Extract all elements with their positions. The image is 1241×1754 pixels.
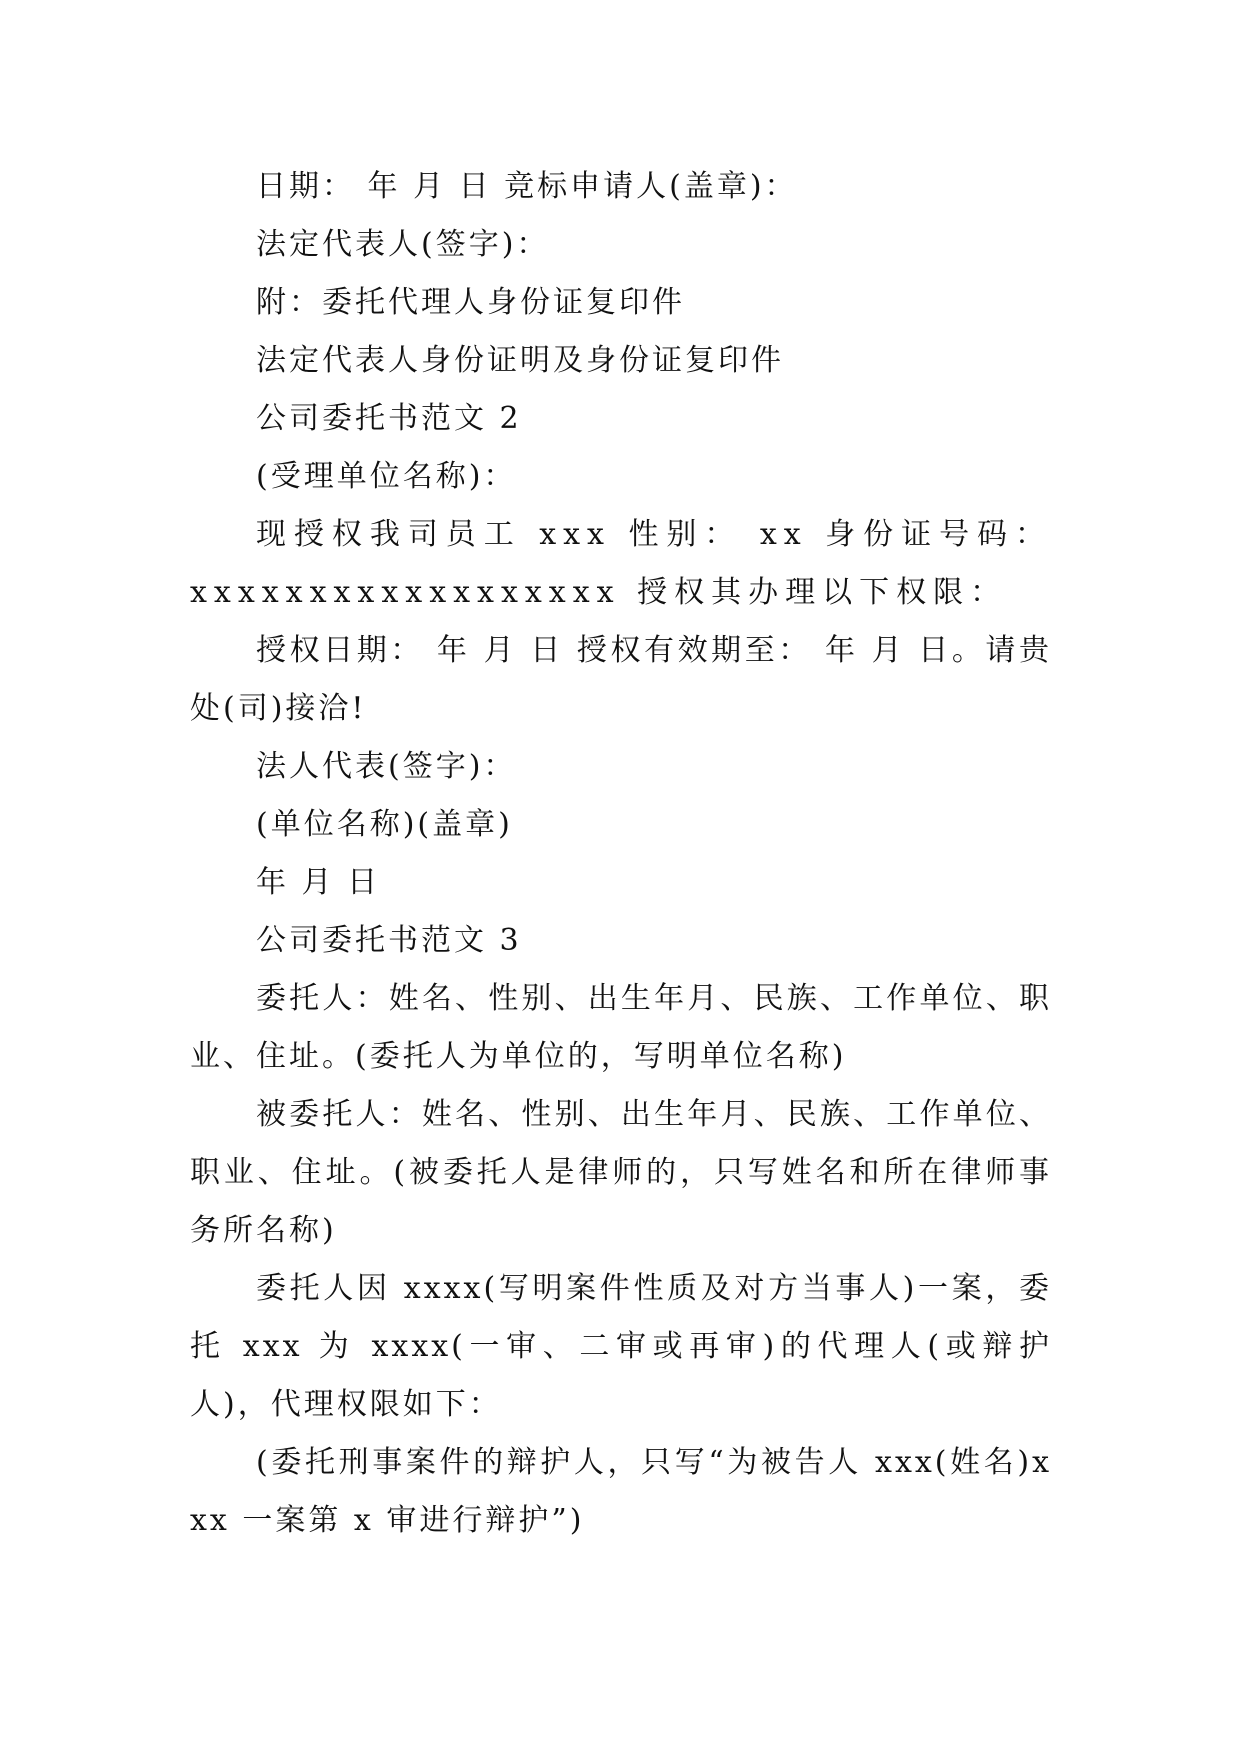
paragraph-criminal-defense: (委托刑事案件的辩护人，只写“为被告人 xxx(姓名)xxx 一案第 x 审进行辩护”) [190,1445,1052,1538]
paragraph-date-applicant: 日期： 年 月 日 竞标申请人(盖章)： [256,169,798,204]
paragraph-legal-rep-signature: 法定代表人(签字)： [256,227,550,262]
paragraph-authorization-date: 授权日期： 年 月 日 授权有效期至： 年 月 日。请贵处(司)接洽! [190,633,1052,726]
paragraph-case-delegation: 委托人因 xxxx(写明案件性质及对方当事人)一案，委托 xxx 为 xxxx(一审、二审或再审)的代理人(或辩护人)，代理权限如下： [190,1271,1052,1422]
paragraph-principal: 委托人：姓名、性别、出生年月、民族、工作单位、职业、住址。(委托人为单位的，写明单位名称) [190,981,1052,1074]
paragraph-authorization: 现授权我司员工 xxx 性别： xx 身份证号码：xxxxxxxxxxxxxxxxxx 授权其办理以下权限： [190,517,1052,610]
paragraph-legal-person-signature: 法人代表(签字)： [256,749,517,784]
paragraph-date: 年 月 日 [256,865,381,900]
heading-sample-3: 公司委托书范文 3 [256,923,522,958]
paragraph-recipient-unit: (受理单位名称)： [256,459,517,494]
heading-sample-2: 公司委托书范文 2 [256,401,522,436]
paragraph-legal-rep-id: 法定代表人身份证明及身份证复印件 [256,343,784,378]
paragraph-attachment: 附：委托代理人身份证复印件 [256,285,685,320]
paragraph-agent: 被委托人：姓名、性别、出生年月、民族、工作单位、职业、住址。(被委托人是律师的，只写姓名和所在律师事务所名称) [190,1097,1052,1248]
paragraph-unit-seal: (单位名称)(盖章) [256,807,513,842]
document-body [190,158,1052,1550]
